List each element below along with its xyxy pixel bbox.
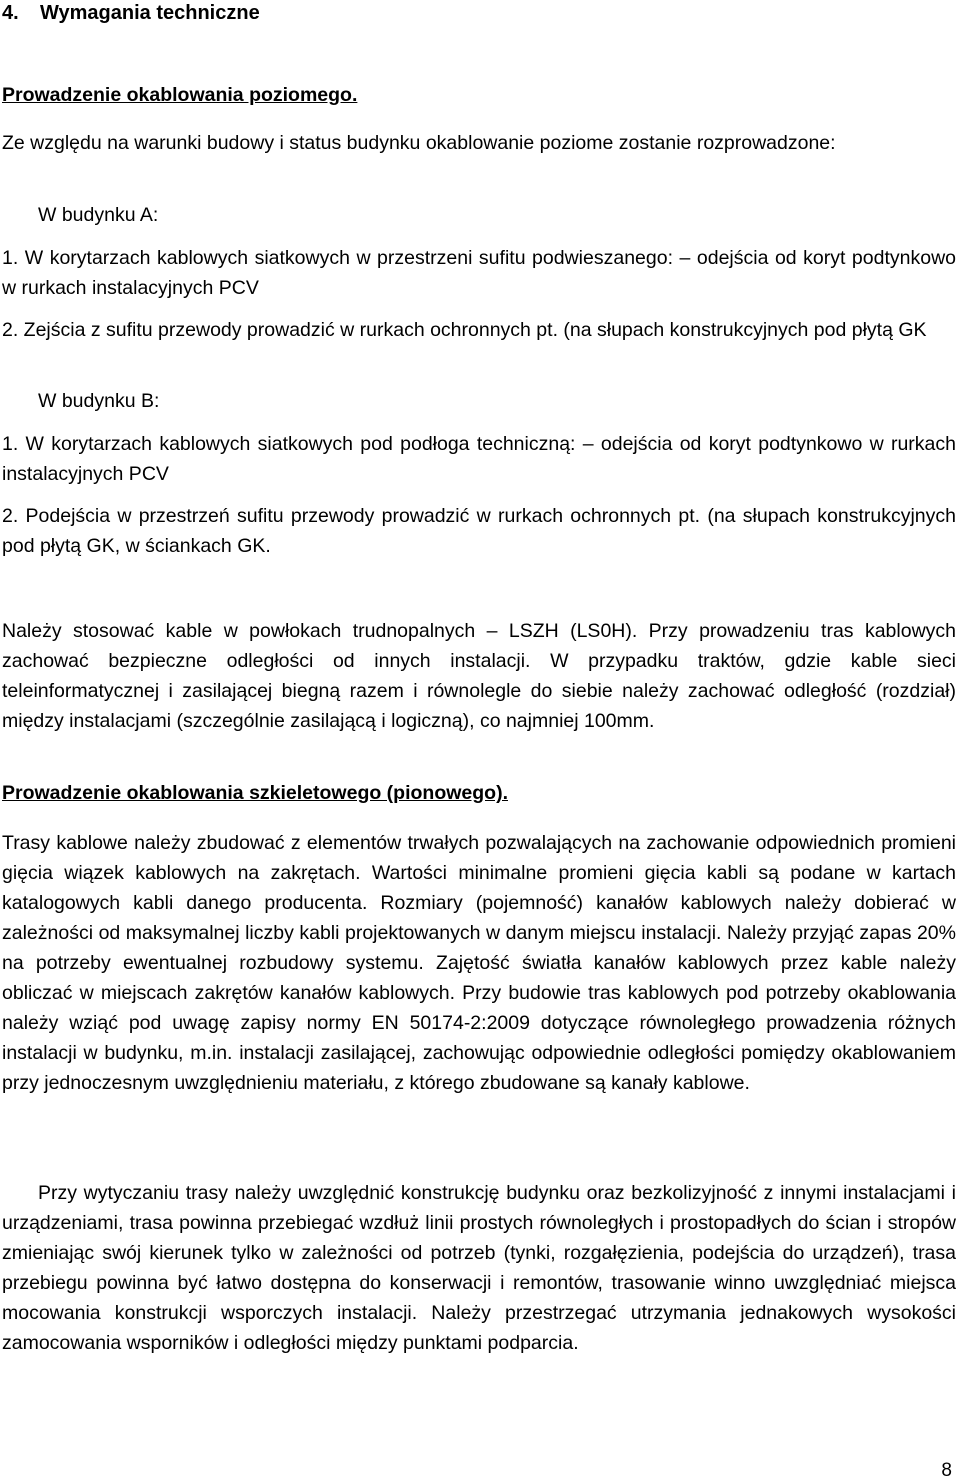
building-a-item-2: 2. Zejścia z sufitu przewody prowadzić w rurkach ochronnych pt. (na słupach konstrukcyjnych pod płytą GK xyxy=(2,319,927,341)
page-number: 8 xyxy=(941,1460,952,1481)
section-heading xyxy=(2,0,260,26)
backbone-paragraph-2: Przy wytyczaniu trasy należy uwzględnić konstrukcję budynku oraz bezkolizyjność z innymi instalacjami i urządzeniami, trasa powinna przebiegać wzdłuż linii prostych równoległych i prostopadłych do ścian i stropów zmieniając swój kierunek tylko w zależności od potrzeb (tynki, rozgałęzienia, podejścia do urządzeń), trasa przebiegu powinna być łatwo dostępna do konserwacji i remontów, trasowanie winno uwzględniać miejsca mocowania konstrukcji wsporczych instalacji. Należy przestrzegać utrzymania jednakowych wysokości zamocowania wsporników i odległości między punktami podparcia. xyxy=(2,1182,956,1354)
horizontal-paragraph: Należy stosować kable w powłokach trudnopalnych – LSZH (LS0H). Przy prowadzeniu tras kablowych zachować bezpieczne odległości od innych instalacji. W przypadku traktów, gdzie kable sieci teleinformatycznej i zasilającej biegną razem i równolegle do siebie należy zachować odległość (rozdział) między instalacjami (szczególnie zasilającą i logiczną), co najmniej 100mm. xyxy=(2,620,956,732)
backbone-paragraph-1: Trasy kablowe należy zbudować z elementów trwałych pozwalających na zachowanie odpowiednich promieni gięcia wiązek kablowych na zakrętach. Wartości minimalne promieni gięcia kabli są podane w kartach katalogowych kabli danego producenta. Rozmiary (pojemność) kanałów kablowych należy dobierać w zależności od maksymalnej liczby kabli projektowanych w danym miejscu instalacji. Należy przyjąć zapas 20% na potrzeby ewentualnej rozbudowy systemu. Zajętość światła kanałów kablowych przez kable należy obliczać w miejscach zakrętów kanałów kablowych. Przy budowie tras kablowych pod potrzeby okablowania należy wziąć pod uwagę zapisy normy EN 50174-2:2009 dotyczące równoległego prowadzenia różnych instalacji w budynku, m.in. instalacji zasilającej, zachowując odpowiednie odległości pomiędzy okablowaniem przy jednoczesnym uwzględnieniu materiału, z którego zbudowane są kanały kablowe. xyxy=(2,832,956,1094)
building-a-item-1: 1. W korytarzach kablowych siatkowych w przestrzeni sufitu podwieszanego: – odejścia od koryt podtynkowo w rurkach instalacyjnych PCV xyxy=(2,247,956,299)
horizontal-heading: Prowadzenie okablowania poziomego. xyxy=(2,84,358,106)
building-b-label: W budynku B: xyxy=(38,390,160,412)
backbone-heading: Prowadzenie okablowania szkieletowego (pionowego). xyxy=(2,782,508,804)
building-b-item-2: 2. Podejścia w przestrzeń sufitu przewody prowadzić w rurkach ochronnych pt. (na słupach konstrukcyjnych pod płytą GK, w ściankach GK. xyxy=(2,505,956,557)
section-number: 4. xyxy=(2,2,19,24)
building-a-label: W budynku A: xyxy=(38,204,159,226)
section-title: Wymagania techniczne xyxy=(40,2,260,24)
horizontal-intro: Ze względu na warunki budowy i status budynku okablowanie poziome zostanie rozprowadzone: xyxy=(2,132,836,154)
building-b-item-1: 1. W korytarzach kablowych siatkowych pod podłoga techniczną: – odejścia od koryt podtynkowo w rurkach instalacyjnych PCV xyxy=(2,433,956,485)
